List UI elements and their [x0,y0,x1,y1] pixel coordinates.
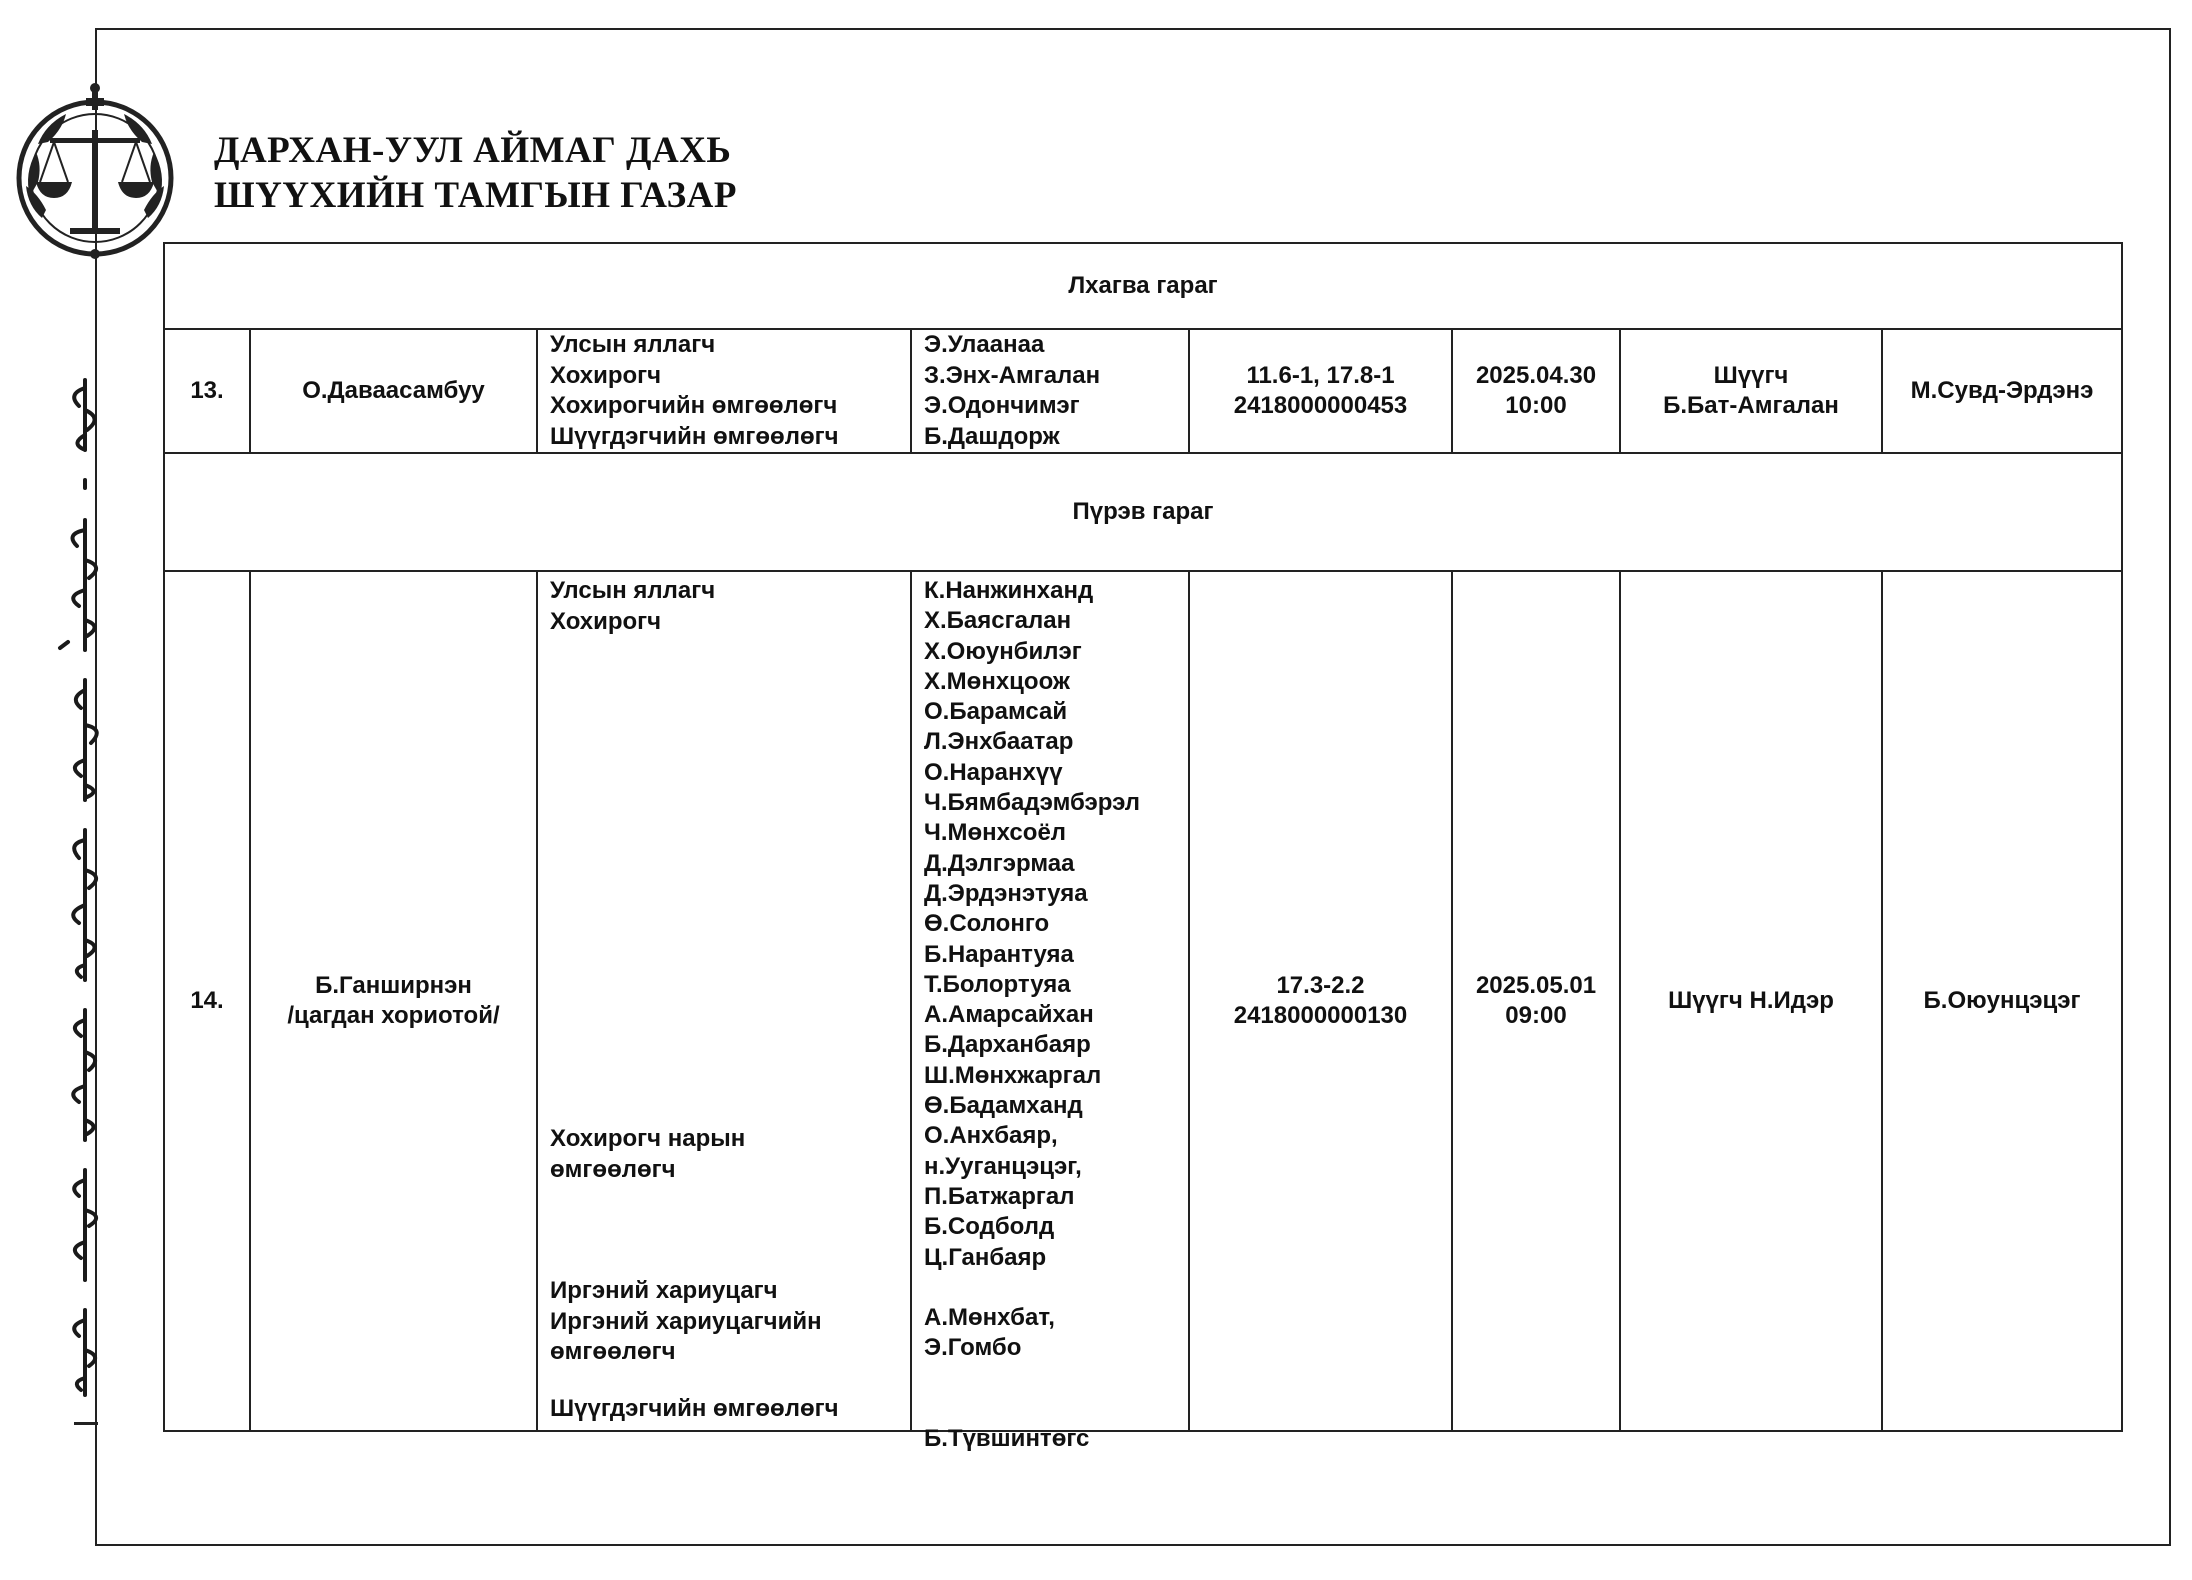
role-label: өмгөөлөгч [550,1155,676,1183]
role-label: Хохирогч нарын [550,1125,746,1152]
article-and-case-id [1189,329,1452,453]
header-line-1: ДАРХАН-УУЛ АЙМАГ ДАХЬ [214,130,732,171]
day-label: Лхагва гараг [164,243,2122,329]
judge [1620,329,1882,453]
case-number: 13. [164,329,250,453]
day-header-row [164,453,2122,571]
article-and-case-id [1189,571,1452,1431]
defendant [250,571,537,1431]
participant-name [924,1273,1140,1303]
participant-name: Б.Дарханбаяр [924,1031,1091,1059]
participant-name: Ц.Ганбаяр [924,1243,1047,1271]
judge [1620,571,1882,1431]
detention-status: /цагдан хориотой/ [287,1002,500,1029]
judge-name: Шүүгч Н.Идэр [1668,986,1834,1014]
judge-name: Б.Бат-Амгалан [1663,392,1839,419]
case-id: 2418000000453 [1233,392,1408,419]
case-row [164,571,2122,1431]
participant-name: Ш.Мөнхжаргал [924,1061,1102,1089]
participant-name: Д.Эрдэнэтуяа [924,879,1088,907]
role-label: Шүүгдэгчийн өмгөөлөгч [550,1395,839,1422]
role-label: Улсын яллагч [550,331,716,358]
side-dash [74,1422,98,1425]
vertical-script-signature [40,380,130,1400]
judge-title: Шүүгч [1713,361,1789,389]
participant-name: О.Наранхүү [924,758,1063,786]
participant-name: Б.Дашдорж [924,422,1060,450]
participant-name: н.Ууганцэцэг, [924,1152,1082,1180]
participant-roles [537,329,911,453]
participant-name [924,1394,1140,1424]
role-label: Шүүгдэгчийн өмгөөлөгч [550,422,839,450]
participant-name: Э.Одончимэг [924,392,1080,419]
participant-roles [537,571,911,1431]
role-label: Иргэний хариуцагчийн [550,1307,822,1335]
court-emblem-icon [10,78,180,262]
participant-name: Э.Гомбо [924,1334,1022,1362]
participant-name: П.Батжаргал [924,1182,1075,1210]
participant-names [911,571,1189,1453]
role-label: өмгөөлөгч [550,1338,676,1365]
defendant-name: О.Даваасамбуу [250,329,537,453]
case-id: 2418000000130 [1233,1002,1408,1029]
participant-name: К.Нанжинханд [924,577,1094,604]
participant-name: А.Амарсайхан [924,1001,1094,1029]
participant-name: Д.Дэлгэрмаа [924,849,1075,877]
hearing-date: 2025.05.01 [1475,971,1597,999]
court-schedule-table [163,242,2123,1453]
participant-name: Б.Содболд [924,1213,1055,1241]
participant-name: Ч.Мөнхсоёл [924,819,1067,847]
hearing-date: 2025.04.30 [1475,361,1597,389]
participant-name: Т.Болортуяа [924,970,1071,998]
role-label: Иргэний хариуцагч [550,1277,778,1304]
article-code: 11.6-1, 17.8-1 [1246,361,1395,389]
case-number: 14. [164,571,250,1431]
participant-name: Л.Энхбаатар [924,728,1074,756]
role-label: Хохирогч [550,607,662,635]
participant-name: Б.Нарантуяа [924,940,1074,968]
participant-name: А.Мөнхбат, [924,1304,1055,1332]
header-line-2: ШҮҮХИЙН ТАМГЫН ГАЗАР [214,175,737,216]
article-code: 17.3-2.2 [1276,971,1365,999]
hearing-datetime [1452,571,1620,1431]
participant-name: Х.Мөнхцоож [924,667,1070,695]
defendant-name: Б.Ганширнэн [315,971,472,999]
role-label: Хохирогч [550,361,662,389]
court-header [214,128,737,218]
case-row [164,329,2122,453]
participant-name: Ө.Солонго [924,910,1050,938]
participant-name [924,1364,1140,1394]
role-label: Хохирогчийн өмгөөлөгч [550,392,838,419]
participant-name: Б.Түвшинтөгс [924,1425,1090,1453]
participant-name: О.Анхбаяр, [924,1122,1058,1150]
participant-name: Э.Улаанаа [924,331,1045,358]
participant-name: Х.Оюунбилэг [924,637,1082,665]
hearing-time: 10:00 [1505,392,1567,419]
participant-name: Ө.Бадамханд [924,1092,1083,1120]
day-label: Пүрэв гараг [164,453,2122,571]
participant-name: О.Барамсай [924,698,1068,726]
hearing-time: 09:00 [1505,1002,1567,1029]
day-header-row [164,243,2122,329]
role-label: Улсын яллагч [550,577,716,604]
participant-name: З.Энх-Амгалан [924,361,1101,389]
court-secretary: Б.Оюунцэцэг [1882,571,2122,1431]
hearing-datetime [1452,329,1620,453]
participant-name: Х.Баясгалан [924,607,1072,635]
court-secretary: М.Сувд-Эрдэнэ [1882,329,2122,453]
participant-name: Ч.Бямбадэмбэрэл [924,789,1141,817]
participant-names [911,329,1189,453]
